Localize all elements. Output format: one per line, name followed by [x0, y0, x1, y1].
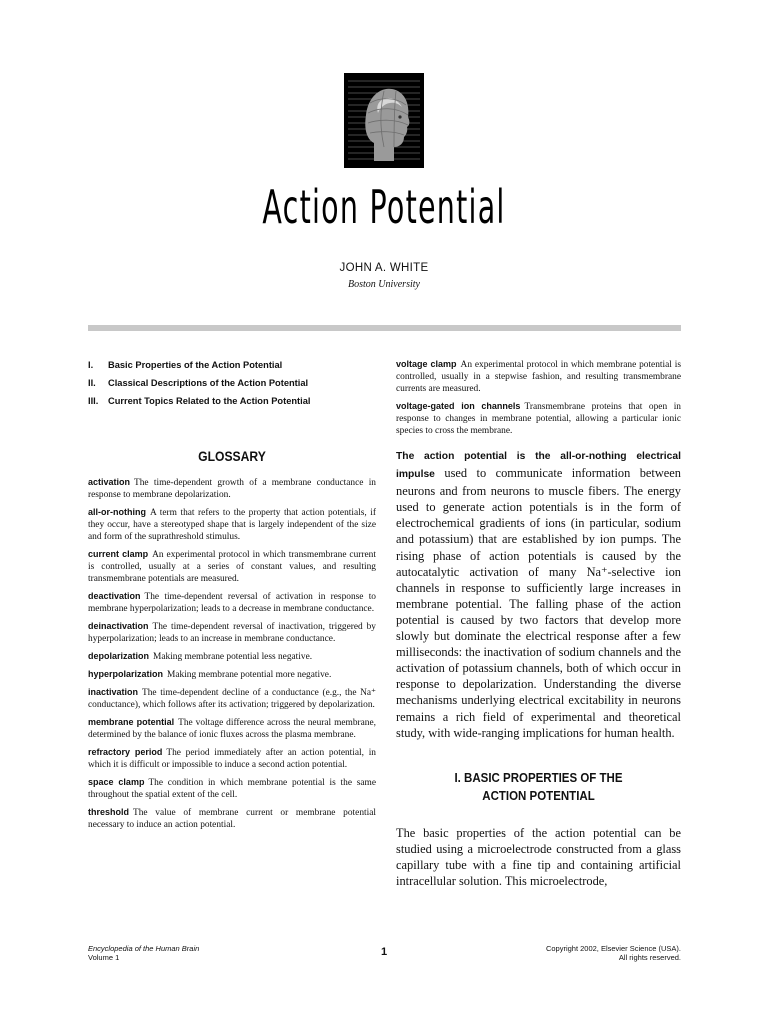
glossary-entry [88, 806, 376, 831]
glossary-entry [88, 476, 376, 501]
toc-number: III. [88, 396, 99, 406]
right-column [396, 358, 681, 889]
footer-copyright [546, 944, 681, 962]
rights-line: All rights reserved. [618, 953, 681, 962]
glossary-entry [88, 620, 376, 645]
glossary-entry [88, 650, 376, 663]
section-heading [407, 769, 669, 805]
glossary-definition: Making membrane potential more negative. [167, 670, 332, 680]
glossary-entry [396, 358, 681, 395]
glossary-term: deinactivation [88, 621, 149, 631]
glossary-definition: An experimental protocol in which transmembrane current is controlled, usually at a series of constant values, and resulting transmembrane potentials are measured. [88, 550, 376, 584]
toc-item [88, 378, 376, 396]
footer-journal: Encyclopedia of the Human Brain [88, 944, 200, 953]
glossary-term: space clamp [88, 777, 145, 787]
lead-sentence: The action potential is the all-or-nothing electrical impulse [396, 451, 681, 481]
glossary-definition: A term that refers to the property that action potentials, if they occur, have a stereotyped shape that is largely independent of the size and form of the suprathreshold stimulus. [88, 508, 376, 542]
glossary-definition: The time-dependent decline of a conductance (e.g., the Na⁺ conductance), which follows after its activation; triggered by depolarization. [88, 688, 376, 710]
table-of-contents [88, 360, 376, 414]
section-heading-line: I. BASIC PROPERTIES OF THE [454, 770, 623, 785]
glossary-term: hyperpolarization [88, 669, 164, 679]
glossary-heading: GLOSSARY [198, 449, 266, 464]
glossary-entry [88, 686, 376, 711]
footer-volume: Volume 1 [88, 953, 120, 962]
toc-item [88, 396, 376, 414]
glossary-term: refractory period [88, 747, 163, 757]
toc-text: Classical Descriptions of the Action Potential [108, 378, 309, 388]
glossary-entry [396, 400, 681, 437]
left-column [88, 360, 376, 836]
section-heading-line: ACTION POTENTIAL [482, 788, 595, 803]
glossary-term: all-or-nothing [88, 507, 146, 517]
glossary-definition: An experimental protocol in which membrane potential is controlled, usually in a stepwise fashion, and resulting transmembrane currents are measured. [396, 360, 681, 394]
glossary-entry [88, 746, 376, 771]
glossary-term: threshold [88, 807, 130, 817]
lead-paragraph [396, 447, 681, 741]
glossary-term: current clamp [88, 549, 149, 559]
glossary-term: voltage-gated ion channels [396, 401, 521, 411]
glossary-term: deactivation [88, 591, 141, 601]
article-title: Action Potential [262, 180, 506, 234]
toc-number: II. [88, 378, 96, 388]
glossary-entry [88, 716, 376, 741]
glossary-term: voltage clamp [396, 359, 457, 369]
glossary-definition: The period immediately after an action potential, in which it is difficult or impossible to induce a second action potential. [88, 748, 376, 770]
glossary-definition: The condition in which membrane potential is the same throughout the spatial extent of the cell. [88, 778, 377, 800]
toc-number: I. [88, 360, 94, 370]
glossary-definition: Making membrane potential less negative. [153, 652, 313, 662]
glossary-entry [88, 506, 376, 543]
glossary-term: depolarization [88, 651, 150, 661]
lead-text: used to communicate information between neurons and from neurons to muscle fibers. The energy used to generate action potentials is in the form of electrochemical gradients of ions (in particular, sodium and potassium) that are established by ion pumps. The rising phase of action potentials is caused by the autocatalytic activation of many Na⁺-selective ion channels in response to sufficiently large increases in membrane potential. The falling phase of the action potential is caused by two factors that develop more slowly but dominate the electrical response after a few milliseconds: the inactivation of sodium channels and the activation of potassium channels, both of which occur in response to depolarization. Understanding the diverse mechanisms underlying electrical excitability in neurons remains a rich field of experimental and theoretical study, with wide-ranging implications for human health. [396, 466, 682, 740]
author-name: JOHN A. WHITE [339, 262, 429, 274]
glossary-definition: The time-dependent reversal of activation in response to membrane hyperpolarization; leads to a decrease in membrane conductance. [88, 592, 376, 614]
glossary-term: inactivation [88, 687, 139, 697]
glossary-definition: The time-dependent growth of a membrane conductance in response to membrane depolarization. [88, 478, 376, 500]
glossary-definition: Transmembrane proteins that open in response to changes in membrane potential, allowing a particular ionic species to cross the membrane. [396, 402, 681, 436]
glossary-entry [88, 590, 376, 615]
copyright-line: Copyright 2002, Elsevier Science (USA). [545, 944, 681, 953]
page-number: 1 [380, 946, 388, 958]
glossary-definition: The time-dependent reversal of inactivation, triggered by hyperpolarization; leads to an increase in membrane conductance. [88, 622, 376, 644]
glossary-term: activation [88, 477, 131, 487]
author-affiliation: Boston University [348, 279, 420, 290]
toc-item [88, 360, 376, 378]
glossary-entry [88, 548, 376, 585]
glossary-list [88, 476, 376, 831]
header-rule [88, 325, 681, 331]
toc-text: Basic Properties of the Action Potential [108, 360, 283, 370]
glossary-entry [88, 668, 376, 681]
glossary-entry [88, 776, 376, 801]
toc-text: Current Topics Related to the Action Potential [108, 396, 311, 406]
encyclopedia-head-logo [344, 73, 424, 168]
glossary-term: membrane potential [88, 717, 175, 727]
glossary-definition: The voltage difference across the neural membrane, determined by the balance of ionic fluxes across the plasma membrane. [88, 718, 376, 740]
body-paragraph: The basic properties of the action potential can be studied using a microelectrode constructed from a glass capillary tube with a fine tip and containing artificial intracellular solution. This microelectrode, [396, 825, 681, 888]
glossary-definition: The value of membrane current or membrane potential necessary to induce an action potential. [88, 808, 376, 830]
